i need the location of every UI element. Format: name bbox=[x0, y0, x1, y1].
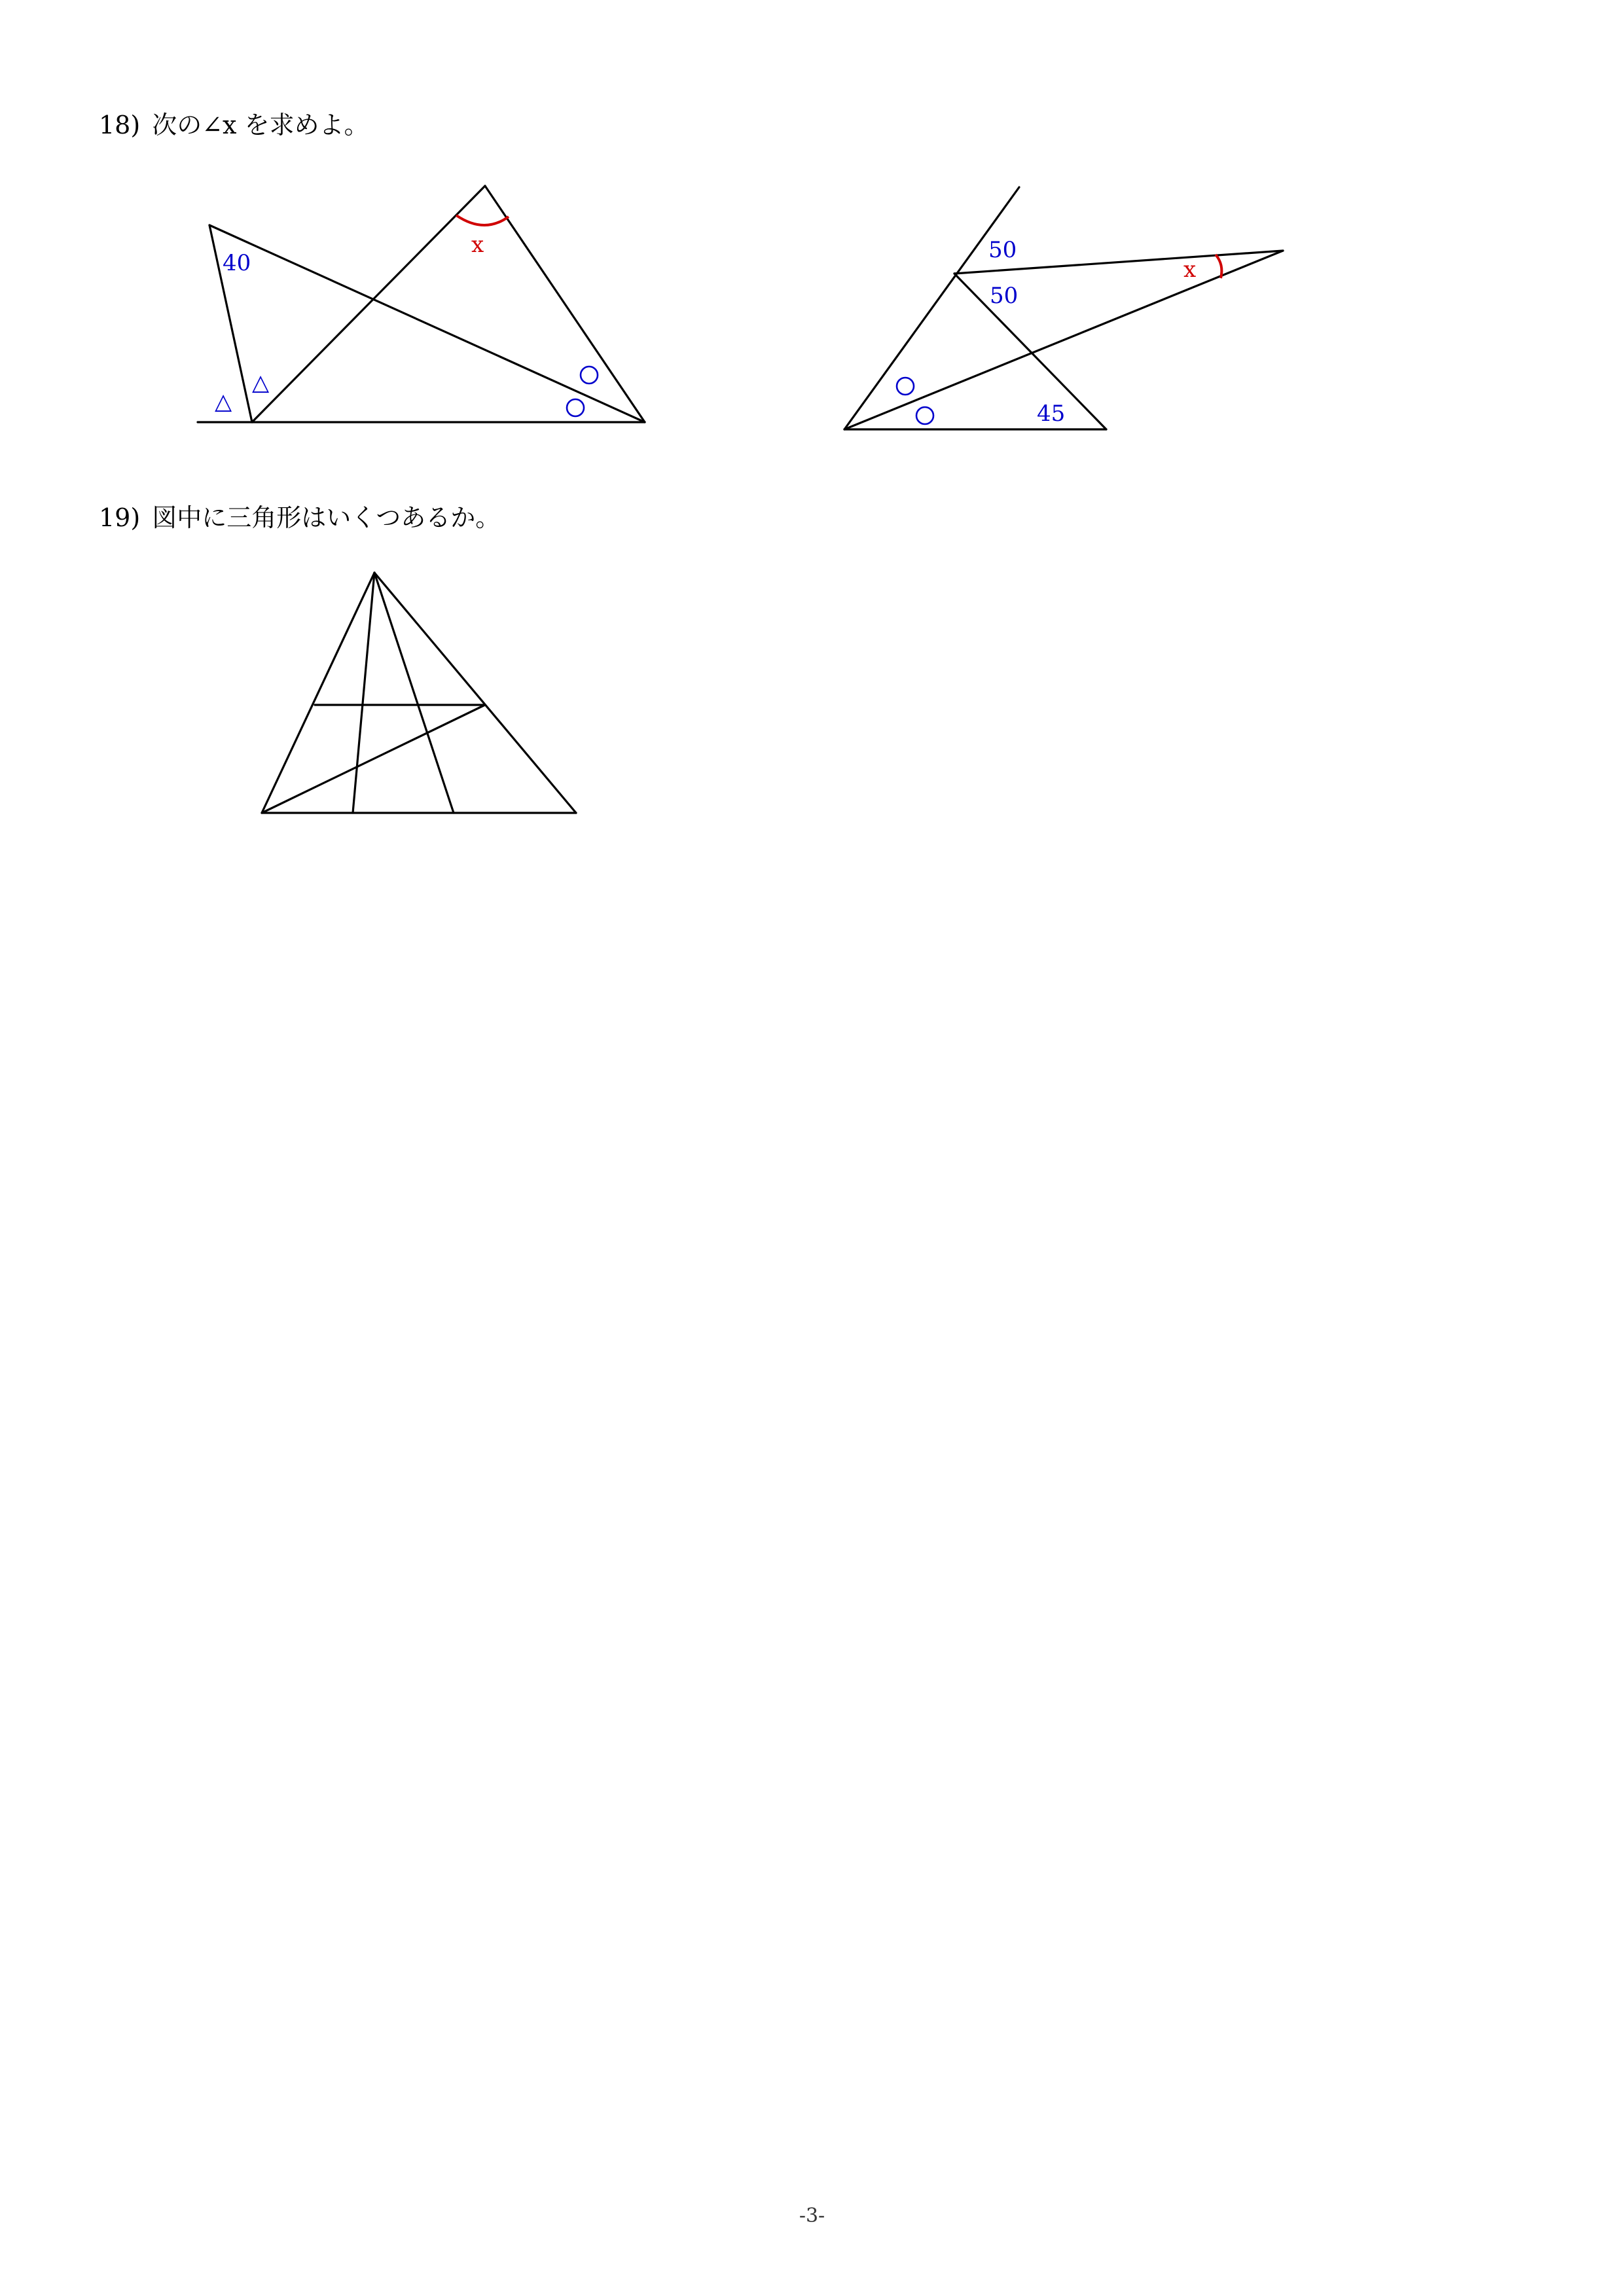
diagonal-line bbox=[262, 705, 485, 813]
question-number: 18) bbox=[99, 111, 141, 139]
question-text: 次の∠x を求めよ。 bbox=[152, 111, 369, 139]
angle-40-label: 40 bbox=[223, 250, 251, 276]
page-number: -3- bbox=[799, 2204, 825, 2227]
cevian-left bbox=[353, 573, 374, 813]
angle-x-label: x bbox=[1183, 257, 1197, 283]
angle-45-label: 45 bbox=[1037, 401, 1066, 427]
question-text: 図中に三角形はいくつあるか。 bbox=[152, 503, 501, 532]
angle-50-upper-label: 50 bbox=[988, 237, 1017, 263]
angle-50-lower-label: 50 bbox=[990, 283, 1019, 309]
triangle-mark-inner: △ bbox=[252, 370, 270, 396]
left-side bbox=[262, 573, 374, 813]
angle-x-label: x bbox=[471, 232, 484, 258]
question-number: 19) bbox=[99, 503, 141, 532]
cevian-right bbox=[374, 573, 454, 813]
right-side bbox=[374, 573, 576, 813]
triangle-mark-outer: △ bbox=[215, 389, 232, 415]
